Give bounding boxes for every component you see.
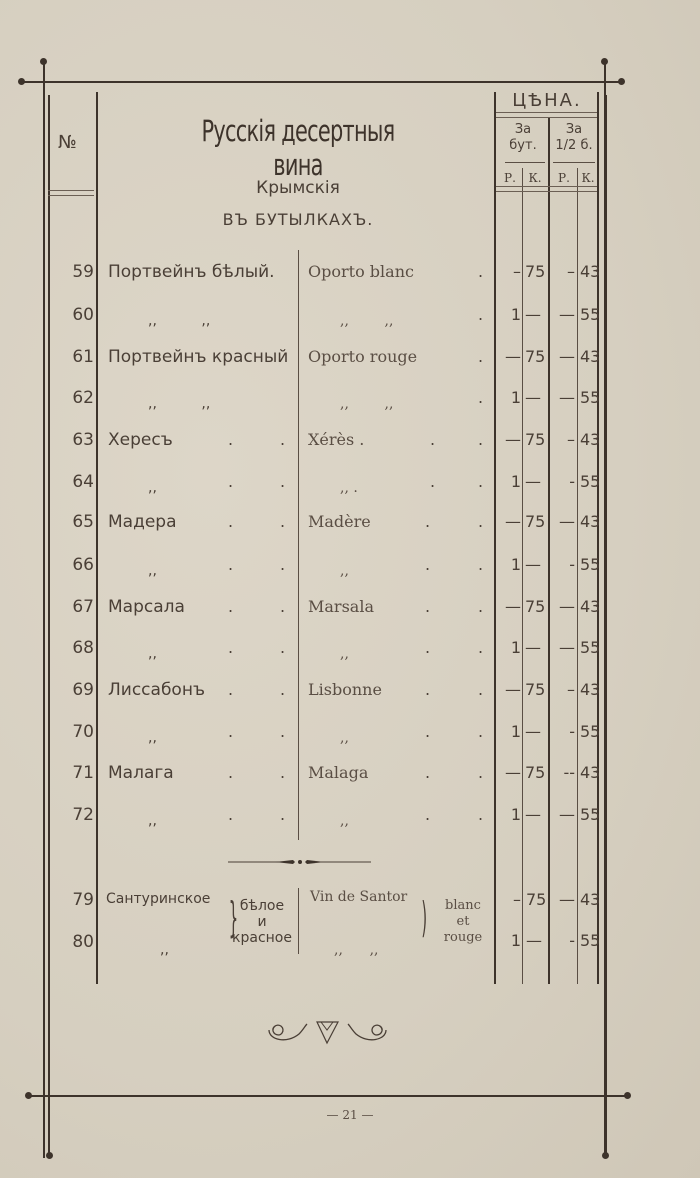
price-subheader-double-rule — [496, 186, 597, 192]
leader-dot: . — [280, 805, 286, 824]
frame-ornament-dot — [18, 78, 25, 85]
price-bottle-rub: 1 — [510, 305, 521, 324]
price-bottle-rub: — — [505, 597, 521, 616]
price-bottle-rub: 1 — [510, 722, 521, 741]
price-half-kop: 55 — [580, 638, 601, 657]
row-number: 61 — [72, 347, 94, 367]
leader-dot: . — [425, 512, 431, 531]
row-number: 70 — [72, 722, 94, 742]
leader-dot: . — [478, 472, 484, 491]
price-bottle-kop: — — [525, 388, 541, 407]
number-header: № — [58, 132, 77, 153]
wine-name-fr: Malaga — [308, 763, 369, 782]
price-bottle-kop: — — [525, 305, 541, 324]
price-bottle-kop: — — [526, 931, 542, 950]
leader-dot: . — [280, 555, 286, 574]
leader-dot: . — [425, 597, 431, 616]
row-number: 60 — [72, 305, 94, 325]
frame-ornament-dot — [40, 58, 47, 65]
price-bottle-kop: 75 — [525, 347, 546, 366]
price-bottle-kop: 75 — [525, 430, 546, 449]
santorin-color-fr — [434, 898, 492, 946]
price-half-rub: - — [569, 722, 575, 741]
price-bottle-rub: – — [513, 890, 521, 909]
leader-dot: . — [280, 722, 286, 741]
price-half-rub: — — [559, 512, 575, 531]
leader-dot: . — [228, 512, 234, 531]
price-half-rub: - — [569, 472, 575, 491]
leader-dot: . — [228, 555, 234, 574]
number-header-double-rule — [48, 190, 94, 196]
row-number: 65 — [72, 512, 94, 532]
wine-name-ru: Малага — [108, 763, 174, 783]
bottle-rub-label: Р. — [504, 171, 516, 185]
leader-dot: . — [478, 805, 484, 824]
leader-dot: . — [228, 805, 234, 824]
wine-name-ru: ,, ,, — [148, 313, 211, 329]
per-bottle-label-line1: За — [514, 122, 532, 137]
santorin-brace-ru: } — [228, 893, 239, 942]
wine-name-ru: Портвейнъ бѣлый. — [108, 262, 275, 282]
price-bottle-kop: 75 — [525, 512, 546, 531]
leader-dot: . — [228, 680, 234, 699]
price-bottle-kop: 75 — [525, 262, 546, 281]
santorin-color-ru-line2: и — [257, 914, 267, 930]
price-bottle-kop: 75 — [525, 597, 546, 616]
santorin-color-ru-line1: бѣлое — [239, 898, 285, 914]
wine-name-fr: ,, — [340, 730, 349, 746]
price-half-rub: — — [559, 597, 575, 616]
row-number: 80 — [72, 932, 94, 952]
price-bottle-rub: 1 — [510, 472, 521, 491]
leader-dot: . — [478, 512, 484, 531]
price-half-kop: 55 — [580, 805, 601, 824]
wine-name-fr: ,, — [340, 563, 349, 579]
price-bottle-rub: — — [505, 680, 521, 699]
leader-dot: . — [430, 472, 436, 491]
row-number: 59 — [72, 262, 94, 282]
half-kop-label: К. — [581, 171, 595, 185]
leader-dot: . — [478, 347, 484, 366]
price-half-rub: – — [567, 262, 575, 281]
santorin-color-ru-line3: красное — [232, 930, 292, 946]
price-bottle-kop: — — [525, 722, 541, 741]
santorin-name-ru: Сантуринское — [106, 891, 211, 907]
price-half-rub: — — [559, 890, 575, 909]
leader-dot: . — [478, 597, 484, 616]
wine-name-ru: ,, — [148, 646, 157, 662]
price-bottle-kop: — — [525, 638, 541, 657]
price-half-kop: 43 — [580, 890, 601, 909]
price-half-rub: – — [567, 680, 575, 699]
santorin-brace-fr: ) — [421, 893, 428, 942]
bottle-rub-kop-rule — [522, 168, 523, 984]
leader-dot: . — [280, 597, 286, 616]
leader-dot: . — [478, 638, 484, 657]
leader-dot: . — [280, 638, 286, 657]
wine-name-fr: ,, . — [340, 480, 358, 496]
wine-name-ru: Мадера — [108, 512, 177, 532]
leader-dot: . — [478, 722, 484, 741]
leader-dot: . — [425, 805, 431, 824]
wine-name-ru: Портвейнъ красный — [108, 347, 289, 367]
price-block-right-rule — [597, 92, 599, 984]
price-half-kop: 43 — [580, 597, 601, 616]
santorin-ditto-ru: ,, — [160, 942, 169, 958]
price-bottle-rub: 1 — [510, 388, 521, 407]
wine-name-fr: Xérès . — [308, 430, 365, 449]
leader-dot: . — [430, 430, 436, 449]
row-number: 72 — [72, 805, 94, 825]
price-bottle-kop: — — [525, 805, 541, 824]
row-number: 69 — [72, 680, 94, 700]
wine-name-fr: Lisbonne — [308, 680, 382, 699]
frame-ornament-dot — [601, 58, 608, 65]
leader-dot: . — [228, 597, 234, 616]
region-subtitle: Крымскія — [256, 178, 340, 198]
leader-dot: . — [228, 638, 234, 657]
price-header-double-rule — [496, 112, 597, 118]
wine-name-ru: ,, — [148, 563, 157, 579]
wine-name-ru: ,, — [148, 730, 157, 746]
frame-right-rule-lower — [605, 95, 607, 1155]
santorin-name-rule — [298, 888, 299, 954]
sub-header-short-rule — [553, 162, 595, 163]
price-bottle-kop: 75 — [525, 763, 546, 782]
price-bottle-rub: — — [505, 430, 521, 449]
price-header: ЦѢНА. — [512, 90, 582, 111]
wine-name-fr: ,, — [340, 646, 349, 662]
price-bottle-rub: – — [513, 262, 521, 281]
frame-ornament-dot — [25, 1092, 32, 1099]
per-half-bottle-label — [550, 122, 598, 154]
leader-dot: . — [425, 722, 431, 741]
wine-name-fr: Madère — [308, 512, 371, 531]
leader-dot: . — [478, 763, 484, 782]
ornamental-divider — [225, 857, 375, 867]
price-split-rule — [548, 118, 550, 984]
wine-name-fr: Oporto rouge — [308, 347, 418, 366]
row-number: 79 — [72, 890, 94, 910]
leader-dot: . — [280, 430, 286, 449]
wine-name-fr: ,, — [340, 813, 349, 829]
leader-dot: . — [280, 763, 286, 782]
santorin-name-fr: Vin de Santor — [310, 889, 408, 905]
leader-dot: . — [478, 680, 484, 699]
wine-name-ru: ,, — [148, 813, 157, 829]
price-half-rub: — — [559, 805, 575, 824]
wine-name-ru: Марсала — [108, 597, 185, 617]
price-half-rub: — — [559, 388, 575, 407]
row-number: 67 — [72, 597, 94, 617]
leader-dot: . — [425, 680, 431, 699]
per-bottle-label — [498, 122, 548, 154]
price-bottle-rub: 1 — [510, 555, 521, 574]
price-bottle-kop: — — [525, 555, 541, 574]
price-half-rub: - — [569, 931, 575, 950]
wine-name-ru: ,, — [148, 480, 157, 496]
leader-dot: . — [478, 430, 484, 449]
price-half-kop: 55 — [580, 472, 601, 491]
leader-dot: . — [478, 305, 484, 324]
row-number: 68 — [72, 638, 94, 658]
leader-dot: . — [228, 430, 234, 449]
leader-dot: . — [228, 763, 234, 782]
per-half-label-line1: За — [565, 122, 583, 137]
number-column-rule — [96, 92, 98, 984]
price-half-kop: 55 — [580, 722, 601, 741]
price-bottle-kop: 75 — [526, 890, 547, 909]
page-number: — 21 — — [326, 1108, 374, 1122]
price-half-kop: 43 — [580, 262, 601, 281]
leader-dot: . — [280, 680, 286, 699]
price-half-rub: – — [567, 430, 575, 449]
leader-dot: . — [228, 722, 234, 741]
price-half-rub: - — [569, 555, 575, 574]
frame-ornament-dot — [618, 78, 625, 85]
price-bottle-kop: 75 — [525, 680, 546, 699]
frame-left-rule — [43, 62, 45, 1158]
wine-name-fr: ,, ,, — [340, 313, 394, 329]
price-half-kop: 55 — [580, 388, 601, 407]
leader-dot: . — [478, 555, 484, 574]
price-half-rub: — — [559, 638, 575, 657]
frame-bottom-rule — [28, 1095, 628, 1097]
row-number: 66 — [72, 555, 94, 575]
price-half-kop: 43 — [580, 430, 601, 449]
wine-name-fr: ,, ,, — [340, 396, 394, 412]
wine-name-fr: Oporto blanc — [308, 262, 414, 281]
row-number: 62 — [72, 388, 94, 408]
leader-dot: . — [425, 555, 431, 574]
per-bottle-label-line2: бут. — [509, 138, 537, 153]
price-half-rub: -- — [563, 763, 575, 782]
page-title: Русскія десертныя вина — [201, 114, 395, 182]
row-number: 71 — [72, 763, 94, 783]
flourish-ornament — [265, 1018, 390, 1048]
price-bottle-kop: — — [525, 472, 541, 491]
price-half-kop: 43 — [580, 347, 601, 366]
name-column-rule — [298, 250, 299, 840]
sub-header-short-rule — [505, 162, 545, 163]
frame-top-rule — [22, 81, 624, 83]
frame-ornament-dot — [624, 1092, 631, 1099]
price-half-kop: 55 — [580, 931, 601, 950]
row-number: 64 — [72, 472, 94, 492]
price-bottle-rub: — — [505, 347, 521, 366]
wine-name-ru: ,, ,, — [148, 396, 211, 412]
row-number: 63 — [72, 430, 94, 450]
price-block-left-rule — [494, 92, 496, 984]
santorin-color-fr-line3: rouge — [443, 930, 483, 945]
packaging-subtitle: ВЪ БУТЫЛКАХЪ. — [222, 210, 374, 229]
price-bottle-rub: 1 — [510, 931, 521, 950]
price-bottle-rub: 1 — [510, 638, 521, 657]
price-half-kop: 43 — [580, 763, 601, 782]
leader-dot: . — [228, 472, 234, 491]
leader-dot: . — [280, 472, 286, 491]
price-half-rub: — — [559, 347, 575, 366]
price-half-kop: 43 — [580, 512, 601, 531]
leader-dot: . — [425, 638, 431, 657]
half-rub-label: Р. — [558, 171, 570, 185]
price-bottle-rub: — — [505, 512, 521, 531]
wine-name-ru: Лиссабонъ — [108, 680, 205, 700]
santorin-color-fr-line2: et — [456, 914, 470, 929]
price-bottle-rub: 1 — [510, 805, 521, 824]
leader-dot: . — [425, 763, 431, 782]
half-rub-kop-rule — [577, 168, 578, 984]
wine-name-fr: Marsala — [308, 597, 374, 616]
price-half-rub: — — [559, 305, 575, 324]
leader-dot: . — [280, 512, 286, 531]
santorin-color-ru — [230, 898, 294, 946]
price-half-kop: 43 — [580, 680, 601, 699]
price-half-kop: 55 — [580, 555, 601, 574]
leader-dot: . — [478, 388, 484, 407]
bottle-kop-label: К. — [528, 171, 542, 185]
frame-left-rule-lower — [48, 95, 50, 1155]
santorin-ditto-fr: ,, ,, — [334, 942, 379, 958]
santorin-color-fr-line1: blanc — [445, 898, 481, 913]
per-half-label-line2: 1/2 б. — [555, 138, 593, 153]
price-bottle-rub: — — [505, 763, 521, 782]
price-half-kop: 55 — [580, 305, 601, 324]
leader-dot: . — [478, 262, 484, 281]
wine-name-ru: Хересъ — [108, 430, 173, 450]
